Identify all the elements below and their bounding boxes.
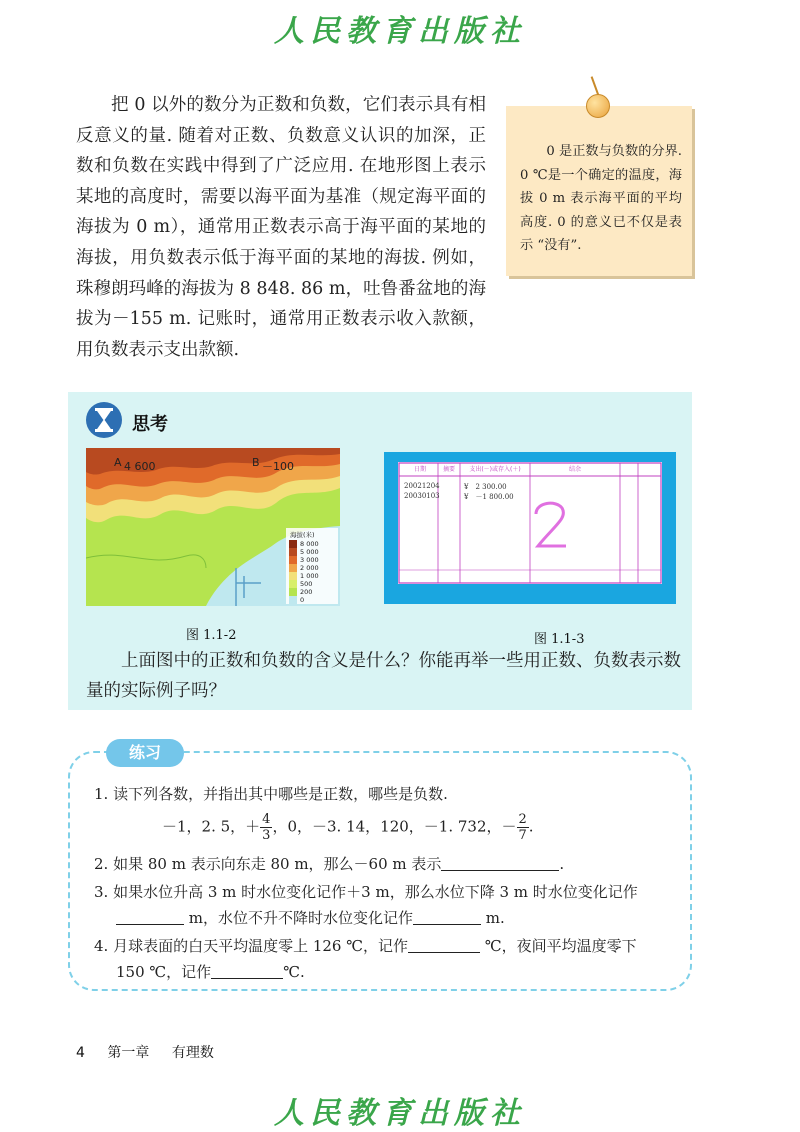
ledger-header-summary: 摘要 [442, 466, 455, 473]
exercise-q1-text: 1. 读下列各数，并指出其中哪些是正数，哪些是负数. [94, 785, 448, 803]
exercise-q4 [94, 935, 637, 956]
ledger-header-amount: 支出(－)或存入(＋) [469, 466, 521, 473]
legend-swatch [289, 556, 297, 564]
answer-blank[interactable] [441, 870, 559, 871]
fraction-four-thirds [260, 813, 272, 842]
exercise-q3-text-b: m，水位不升不降时水位变化记作 [188, 909, 414, 927]
chapter-title: 有理数 [171, 1045, 214, 1061]
page-footer [76, 1042, 232, 1062]
map-legend-title: 海拔(米) [290, 531, 315, 539]
ledger-header-balance: 结余 [568, 466, 581, 473]
intro-section [76, 90, 486, 365]
fraction-numerator: 2 [518, 812, 527, 827]
answer-blank[interactable] [413, 924, 481, 925]
fraction-denominator: 7 [518, 828, 527, 843]
think-title: 思考 [132, 414, 168, 435]
exercise-q4-text-b: ℃，夜间平均温度零下 [484, 937, 637, 955]
map-label-b-value: －100 [262, 460, 294, 473]
ledger-row-amount: ¥ －1 800.00 [464, 493, 514, 501]
ledger-header-date: 日期 [413, 466, 426, 473]
legend-value: 2 000 [300, 564, 319, 572]
exercise-q3-text: 3. 如果水位升高 3 m 时水位变化记作＋3 m，那么水位下降 3 m 时水位变化记作 [94, 883, 638, 901]
map-label-a-value: 4 600 [124, 460, 156, 473]
legend-value: 500 [300, 580, 313, 588]
legend-swatch [289, 580, 297, 588]
ledger-row-amount: ¥ 2 300.00 [464, 483, 507, 491]
side-note-text [520, 140, 682, 258]
exercise-q4-text: 4. 月球表面的白天平均温度零上 126 ℃，记作 [94, 937, 409, 955]
publisher-logo-header: 人民教育出版社 [274, 14, 526, 49]
ledger-row-date: 20030103 [404, 492, 440, 500]
exercise-q2 [94, 853, 564, 874]
q2-end: . [559, 855, 565, 873]
figure-caption-map: 图 1.1-2 [186, 628, 237, 643]
exercise-q4-text-d: ℃. [283, 963, 305, 981]
exercise-q2-text: 2. 如果 80 m 表示向东走 80 m，那么－60 m 表示 [94, 855, 442, 873]
legend-value: 200 [300, 588, 313, 596]
legend-value: 5 000 [300, 548, 319, 556]
exercise-tag: 练习 [106, 739, 184, 767]
exercise-section [68, 743, 692, 991]
answer-blank[interactable] [408, 952, 480, 953]
answer-blank[interactable] [211, 978, 283, 979]
exercise-q1 [94, 783, 448, 804]
hourglass-icon [86, 402, 122, 438]
answer-blank[interactable] [116, 924, 184, 925]
legend-swatch [289, 596, 297, 604]
exercise-q4-text-c: 150 ℃，记作 [116, 963, 212, 981]
exercise-q3 [94, 881, 638, 902]
legend-swatch [289, 548, 297, 556]
fraction-two-sevenths [517, 813, 529, 842]
figure-caption-bankbook: 图 1.1-3 [534, 632, 585, 647]
pin-string [591, 76, 600, 95]
ledger-row-date: 20021204 [404, 482, 440, 490]
topographic-map-figure [86, 448, 340, 606]
q1-numbers-part: －1，2. 5，＋ [162, 817, 261, 836]
q1-numbers-part: ，0，－3. 14，120，－1. 732，－ [272, 817, 517, 836]
legend-swatch [289, 572, 297, 580]
think-section [68, 392, 692, 710]
exercise-q3-continued [116, 907, 505, 928]
legend-swatch [289, 588, 297, 596]
fraction-denominator: 3 [262, 828, 271, 843]
bankbook-figure [384, 452, 676, 604]
legend-value: 8 000 [300, 540, 319, 548]
q1-end: . [528, 817, 534, 836]
legend-swatch [289, 540, 297, 548]
fraction-numerator: 4 [262, 812, 271, 827]
pin-icon [586, 94, 610, 118]
map-label-b: B [252, 456, 260, 469]
legend-value: 1 000 [300, 572, 319, 580]
exercise-q4-continued [116, 961, 305, 982]
exercise-q1-numbers [162, 813, 534, 842]
think-question: 上面图中的正数和负数的含义是什么？你能再举一些用正数、负数表示数量的实际例子吗？ [86, 651, 681, 701]
intro-paragraph: 把 0 以外的数分为正数和负数，它们表示具有相反意义的量. 随着对正数、负数意义认识的加深，正数和负数在实践中得到了广泛应用. 在地形图上表示某地的高度时，需要以海平面为基准（规定海平面的海拔为 0 m），通常用正数表示高于海平面的某地的海拔，用负数表示低于海平面的某地的海拔. 例如，珠穆朗玛峰的海拔为 8 848. 86 m，吐鲁番盆地的海拔为－155 m. 记账时，通常用正数表示收入款额，用负数表示支出款额. [76, 95, 486, 360]
bankbook-grid [398, 462, 662, 584]
page-number: 4 [76, 1045, 85, 1061]
map-label-a: A [114, 456, 122, 469]
chapter-label: 第一章 [107, 1045, 150, 1061]
legend-value: 3 000 [300, 556, 319, 564]
publisher-logo-footer: 人民教育出版社 [274, 1096, 526, 1131]
side-note-paragraph: 0 是正数与负数的分界. 0 ℃是一个确定的温度，海拔 0 m 表示海平面的平均高度. 0 的意义已不仅是表示 “没有”. [520, 144, 682, 254]
side-note [506, 106, 692, 276]
legend-value: 0 [300, 596, 305, 604]
map-legend [286, 528, 338, 604]
legend-swatch [289, 564, 297, 572]
exercise-q3-text-c: m. [485, 909, 505, 927]
bankbook-sheet [398, 462, 662, 584]
